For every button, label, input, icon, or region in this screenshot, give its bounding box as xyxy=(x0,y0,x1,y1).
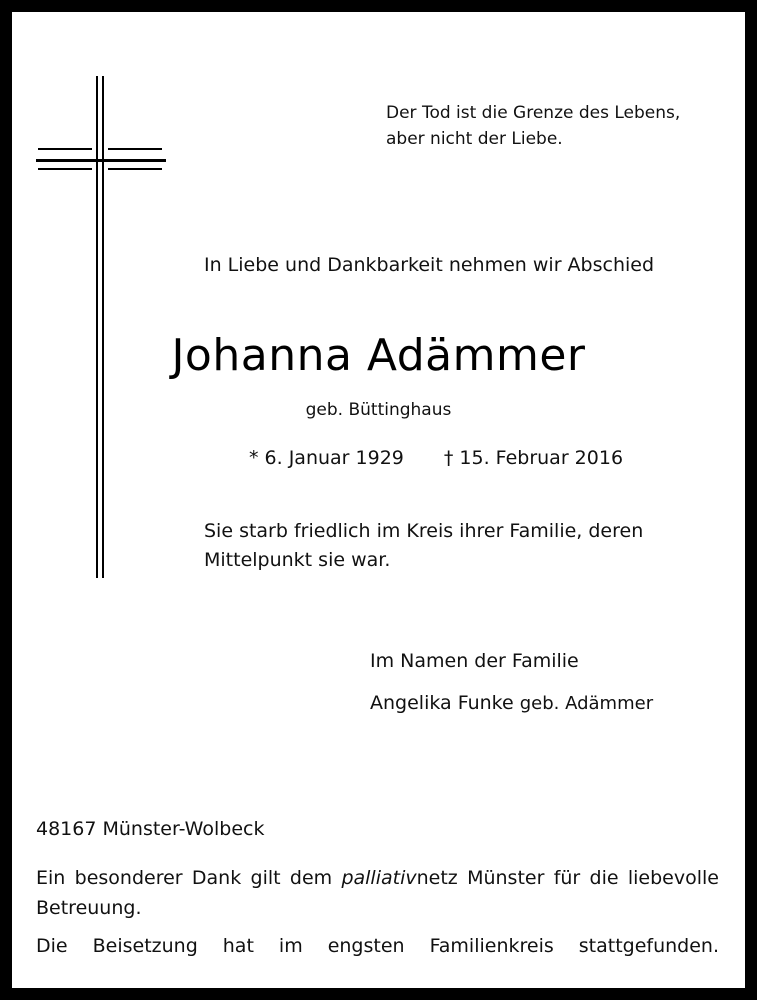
thanks-text xyxy=(36,863,719,923)
burial-note: Die Beisetzung hat im engsten Familienkreis stattgefunden. xyxy=(36,935,719,957)
thanks-after: netz Münster für die liebevolle Betreuung. xyxy=(36,867,719,919)
family-member-name: Angelika Funke xyxy=(370,692,514,714)
deceased-name: Johanna Adämmer xyxy=(171,330,586,381)
quote-line: Der Tod ist die Grenze des Lebens, xyxy=(386,103,681,123)
death-date: † 15. Februar 2016 xyxy=(443,447,624,469)
thanks-italic: palliativ xyxy=(341,867,417,889)
family-intro: Im Namen der Familie xyxy=(370,650,579,672)
passage-line: Mittelpunkt sie war. xyxy=(204,549,391,571)
cross-icon xyxy=(36,76,170,578)
passage xyxy=(204,517,643,575)
thanks-before: Ein besonderer Dank gilt dem xyxy=(36,867,342,889)
birth-date: * 6. Januar 1929 xyxy=(249,447,404,469)
deceased-birth-name: geb. Büttinghaus xyxy=(305,400,452,420)
passage-line: Sie starb friedlich im Kreis ihrer Familie, deren xyxy=(204,520,644,542)
family-signature xyxy=(370,694,653,713)
location: 48167 Münster-Wolbeck xyxy=(36,818,265,840)
quote-line: aber nicht der Liebe. xyxy=(386,129,563,149)
family-member-birth-name: geb. Adämmer xyxy=(519,693,654,714)
life-dates xyxy=(249,449,623,468)
intro-text: In Liebe und Dankbarkeit nehmen wir Abschied xyxy=(204,254,655,276)
quote xyxy=(386,100,680,152)
